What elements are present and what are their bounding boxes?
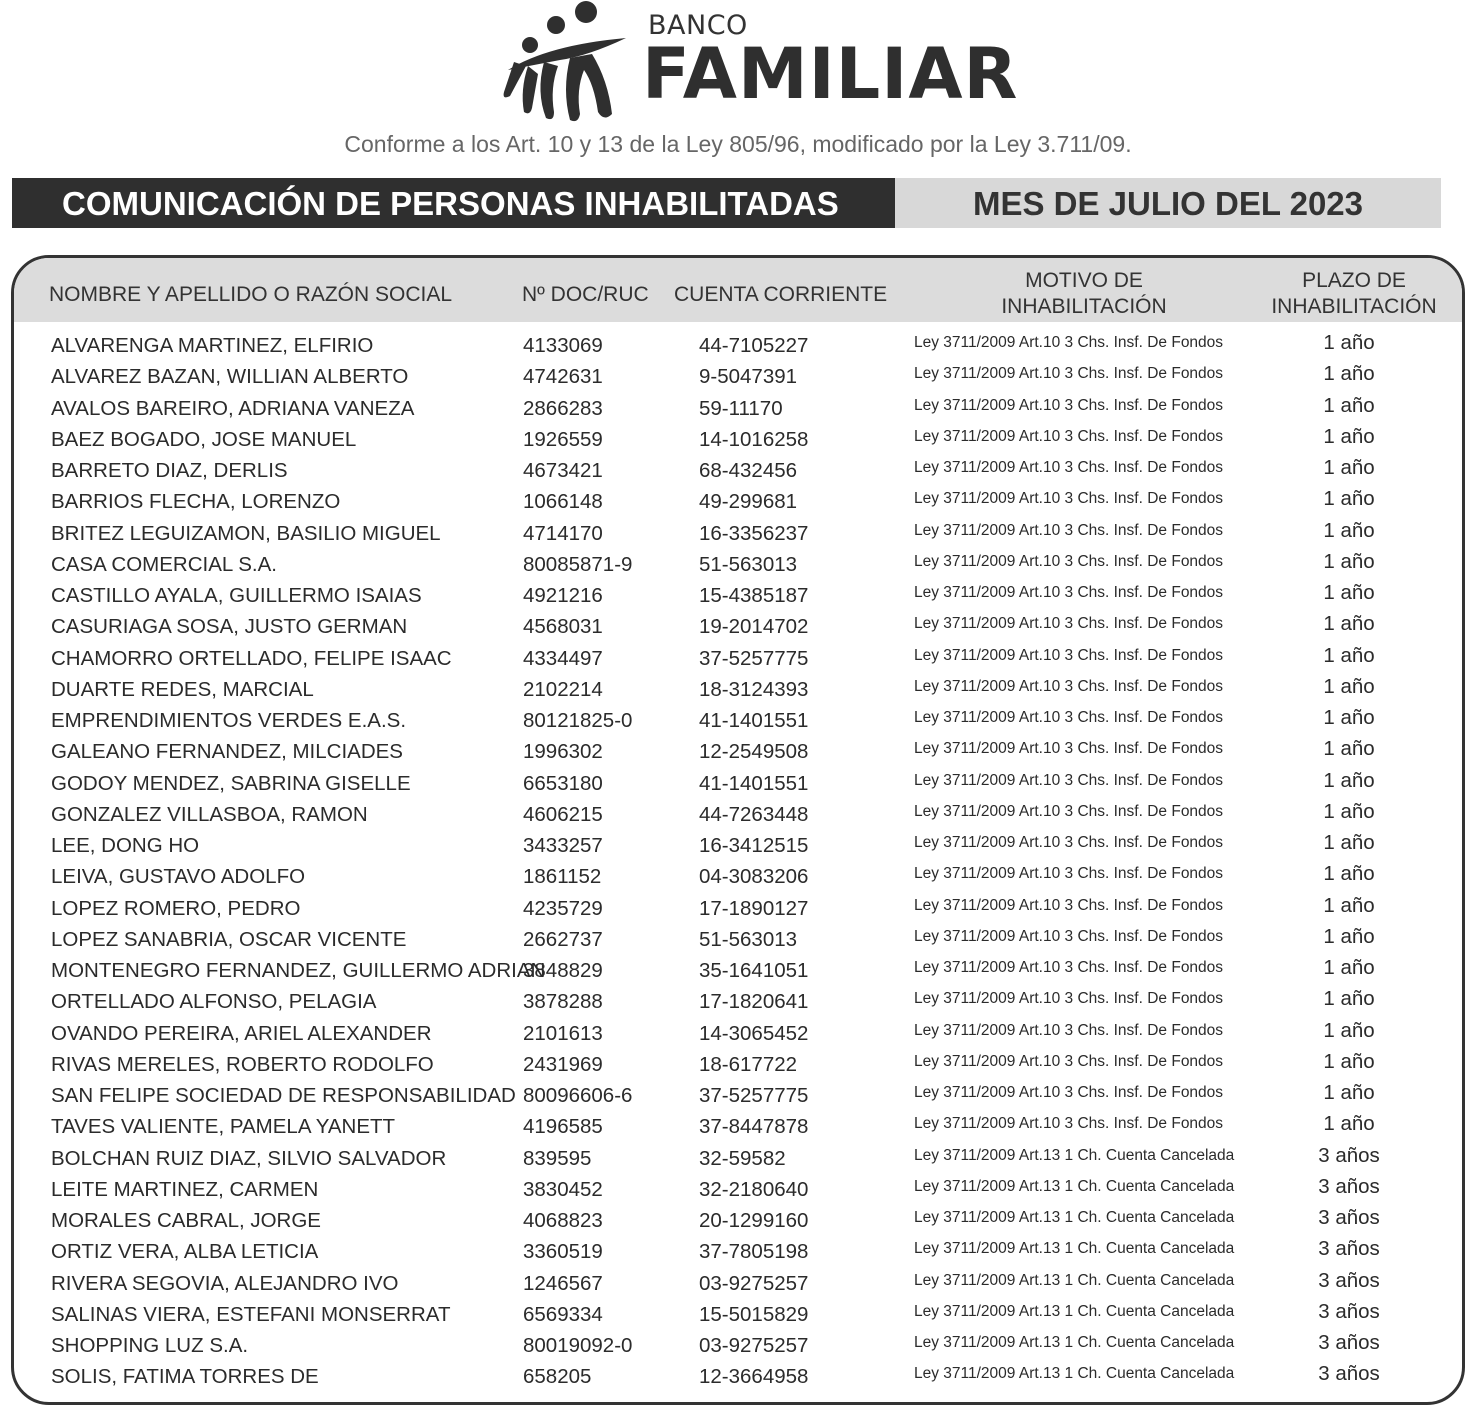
col-header-doc: Nº DOC/RUC bbox=[522, 283, 649, 306]
table-row bbox=[14, 1111, 1462, 1142]
family-figures-icon bbox=[498, 0, 638, 125]
cell-name: MONTENEGRO FERNANDEZ, GUILLERMO ADRIAN bbox=[51, 959, 546, 982]
table-row bbox=[14, 924, 1462, 955]
cell-name: AVALOS BAREIRO, ADRIANA VANEZA bbox=[51, 396, 415, 420]
cell-account: 59-11170 bbox=[699, 396, 783, 420]
cell-motive: Ley 3711/2009 Art.13 1 Ch. Cuenta Cancelada bbox=[914, 1146, 1235, 1164]
cell-motive: Ley 3711/2009 Art.13 1 Ch. Cuenta Cancelada bbox=[914, 1365, 1235, 1383]
table-row bbox=[14, 893, 1462, 924]
table-row bbox=[14, 549, 1462, 580]
cell-account: 32-2180640 bbox=[699, 1177, 809, 1201]
cell-term: 3 años bbox=[1318, 1362, 1380, 1386]
cell-motive: Ley 3711/2009 Art.10 3 Chs. Insf. De Fondos bbox=[914, 365, 1224, 383]
cell-motive: Ley 3711/2009 Art.10 3 Chs. Insf. De Fondos bbox=[914, 709, 1224, 726]
cell-name: CHAMORRO ORTELLADO, FELIPE ISAAC bbox=[51, 646, 452, 670]
cell-doc: 4742631 bbox=[523, 365, 603, 389]
cell-term: 3 años bbox=[1318, 1206, 1380, 1229]
cell-account: 14-1016258 bbox=[699, 427, 809, 451]
cell-name: CASA COMERCIAL S.A. bbox=[51, 552, 277, 576]
cell-motive: Ley 3711/2009 Art.10 3 Chs. Insf. De Fondos bbox=[914, 615, 1224, 633]
table-row bbox=[14, 768, 1462, 799]
table-row bbox=[14, 955, 1462, 986]
cell-term: 3 años bbox=[1318, 1237, 1380, 1261]
cell-account: 41-1401551 bbox=[699, 771, 809, 795]
table-row bbox=[14, 830, 1462, 861]
cell-term: 1 año bbox=[1323, 956, 1375, 979]
cell-motive: Ley 3711/2009 Art.10 3 Chs. Insf. De Fondos bbox=[914, 1084, 1224, 1101]
cell-account: 35-1641051 bbox=[699, 959, 809, 982]
cell-account: 37-8447878 bbox=[699, 1115, 809, 1139]
cell-doc: 3360519 bbox=[523, 1240, 603, 1264]
cell-doc: 3433257 bbox=[523, 834, 603, 857]
cell-doc: 2662737 bbox=[523, 927, 603, 951]
cell-doc: 658205 bbox=[523, 1365, 592, 1389]
cell-term: 1 año bbox=[1323, 737, 1375, 761]
cell-term: 1 año bbox=[1323, 987, 1375, 1011]
cell-term: 1 año bbox=[1323, 643, 1375, 667]
table-row bbox=[14, 986, 1462, 1017]
cell-term: 1 año bbox=[1323, 1018, 1375, 1042]
cell-name: DUARTE REDES, MARCIAL bbox=[51, 677, 314, 701]
table-header bbox=[14, 258, 1462, 322]
cell-doc: 839595 bbox=[523, 1146, 592, 1170]
cell-term: 1 año bbox=[1323, 799, 1375, 823]
cell-name: GONZALEZ VILLASBOA, RAMON bbox=[51, 802, 368, 826]
cell-doc: 2866283 bbox=[523, 396, 603, 420]
cell-motive: Ley 3711/2009 Art.10 3 Chs. Insf. De Fondos bbox=[914, 334, 1224, 351]
col-header-term-line1: PLAZO DE bbox=[1302, 269, 1406, 292]
cell-account: 19-2014702 bbox=[699, 615, 809, 639]
brand-prefix: BANCO bbox=[648, 10, 748, 41]
cell-account: 9-5047391 bbox=[699, 365, 798, 389]
cell-name: SOLIS, FATIMA TORRES DE bbox=[51, 1365, 319, 1389]
cell-name: ORTIZ VERA, ALBA LETICIA bbox=[51, 1240, 319, 1264]
cell-doc: 1246567 bbox=[523, 1271, 603, 1295]
cell-account: 44-7263448 bbox=[699, 802, 809, 826]
cell-term: 1 año bbox=[1323, 924, 1375, 948]
table-row bbox=[14, 861, 1462, 892]
cell-doc: 4606215 bbox=[523, 802, 603, 826]
cell-motive: Ley 3711/2009 Art.13 1 Ch. Cuenta Cancelada bbox=[914, 1334, 1235, 1351]
cell-doc: 4921216 bbox=[523, 584, 603, 607]
table-row bbox=[14, 1018, 1462, 1049]
cell-term: 1 año bbox=[1323, 1112, 1375, 1136]
cell-term: 1 año bbox=[1323, 674, 1375, 698]
cell-name: LEITE MARTINEZ, CARMEN bbox=[51, 1177, 319, 1201]
cell-name: MORALES CABRAL, JORGE bbox=[51, 1209, 321, 1232]
cell-term: 1 año bbox=[1323, 549, 1375, 573]
cell-motive: Ley 3711/2009 Art.10 3 Chs. Insf. De Fondos bbox=[914, 521, 1224, 539]
cell-doc: 1861152 bbox=[523, 865, 602, 889]
cell-doc: 4133069 bbox=[523, 334, 603, 357]
cell-doc: 4568031 bbox=[523, 615, 603, 639]
cell-motive: Ley 3711/2009 Art.10 3 Chs. Insf. De Fondos bbox=[914, 740, 1224, 758]
table-row bbox=[14, 1174, 1462, 1205]
table-row bbox=[14, 330, 1462, 361]
cell-name: LOPEZ ROMERO, PEDRO bbox=[51, 896, 301, 920]
cell-name: TAVES VALIENTE, PAMELA YANETT bbox=[51, 1115, 396, 1139]
cell-doc: 80121825-0 bbox=[523, 709, 633, 732]
cell-motive: Ley 3711/2009 Art.10 3 Chs. Insf. De Fondos bbox=[914, 552, 1224, 570]
cell-name: SHOPPING LUZ S.A. bbox=[51, 1334, 249, 1357]
table-row bbox=[14, 736, 1462, 767]
cell-name: LEIVA, GUSTAVO ADOLFO bbox=[51, 865, 306, 889]
cell-doc: 2101613 bbox=[523, 1021, 603, 1045]
cell-name: ALVAREZ BAZAN, WILLIAN ALBERTO bbox=[51, 365, 409, 389]
table-row bbox=[14, 1080, 1462, 1111]
bank-logo bbox=[498, 0, 1019, 125]
cell-name: CASURIAGA SOSA, JUSTO GERMAN bbox=[51, 615, 408, 639]
cell-name: RIVAS MERELES, ROBERTO RODOLFO bbox=[51, 1052, 434, 1076]
col-header-motive-line1: MOTIVO DE bbox=[1025, 269, 1143, 292]
col-header-term bbox=[1254, 268, 1454, 320]
cell-name: SALINAS VIERA, ESTEFANI MONSERRAT bbox=[51, 1302, 451, 1326]
table-row bbox=[14, 361, 1462, 392]
cell-account: 49-299681 bbox=[699, 490, 798, 514]
cell-name: BARRETO DIAZ, DERLIS bbox=[51, 459, 288, 482]
cell-account: 51-563013 bbox=[699, 927, 798, 951]
cell-doc: 4196585 bbox=[523, 1115, 603, 1139]
table-row bbox=[14, 705, 1462, 736]
cell-doc: 80096606-6 bbox=[523, 1084, 633, 1107]
cell-account: 37-5257775 bbox=[699, 1084, 809, 1107]
cell-account: 12-3664958 bbox=[699, 1365, 809, 1389]
cell-account: 37-5257775 bbox=[699, 646, 809, 670]
cell-motive: Ley 3711/2009 Art.10 3 Chs. Insf. De Fondos bbox=[914, 802, 1224, 820]
cell-name: LOPEZ SANABRIA, OSCAR VICENTE bbox=[51, 927, 407, 951]
cell-doc: 6653180 bbox=[523, 771, 603, 795]
cell-term: 3 años bbox=[1318, 1143, 1380, 1167]
cell-doc: 3848829 bbox=[523, 959, 603, 982]
cell-motive: Ley 3711/2009 Art.10 3 Chs. Insf. De Fondos bbox=[914, 1052, 1224, 1070]
page-title: COMUNICACIÓN DE PERSONAS INHABILITADAS bbox=[12, 178, 895, 228]
cell-name: BRITEZ LEGUIZAMON, BASILIO MIGUEL bbox=[51, 521, 441, 545]
cell-name: OVANDO PEREIRA, ARIEL ALEXANDER bbox=[51, 1021, 432, 1045]
cell-motive: Ley 3711/2009 Art.10 3 Chs. Insf. De Fondos bbox=[914, 490, 1224, 508]
table-row bbox=[14, 1205, 1462, 1236]
cell-doc: 1926559 bbox=[523, 427, 603, 451]
cell-account: 18-3124393 bbox=[699, 677, 809, 701]
table-row bbox=[14, 580, 1462, 611]
cell-account: 20-1299160 bbox=[699, 1209, 809, 1232]
cell-term: 3 años bbox=[1318, 1174, 1380, 1198]
cell-doc: 80085871-9 bbox=[523, 552, 633, 576]
cell-account: 04-3083206 bbox=[699, 865, 809, 889]
cell-name: GALEANO FERNANDEZ, MILCIADES bbox=[51, 740, 403, 764]
cell-term: 1 año bbox=[1323, 518, 1375, 542]
cell-doc: 4235729 bbox=[523, 896, 603, 920]
table-row bbox=[14, 518, 1462, 549]
cell-motive: Ley 3711/2009 Art.13 1 Ch. Cuenta Cancelada bbox=[914, 1271, 1235, 1289]
cell-name: GODOY MENDEZ, SABRINA GISELLE bbox=[51, 771, 411, 795]
table-row bbox=[14, 611, 1462, 642]
cell-term: 1 año bbox=[1323, 393, 1375, 417]
table-row bbox=[14, 455, 1462, 486]
cell-name: RIVERA SEGOVIA, ALEJANDRO IVO bbox=[51, 1271, 399, 1295]
col-header-motive bbox=[974, 268, 1194, 320]
cell-name: ALVARENGA MARTINEZ, ELFIRIO bbox=[51, 334, 374, 357]
cell-term: 1 año bbox=[1323, 487, 1375, 511]
table-row bbox=[14, 674, 1462, 705]
cell-motive: Ley 3711/2009 Art.10 3 Chs. Insf. De Fondos bbox=[914, 959, 1224, 976]
cell-term: 1 año bbox=[1323, 362, 1375, 386]
cell-account: 14-3065452 bbox=[699, 1021, 809, 1045]
table-row bbox=[14, 1236, 1462, 1267]
cell-doc: 6569334 bbox=[523, 1302, 603, 1326]
cell-name: BAEZ BOGADO, JOSE MANUEL bbox=[51, 427, 357, 451]
cell-doc: 80019092-0 bbox=[523, 1334, 633, 1357]
brand-name: FAMILIAR bbox=[642, 33, 1019, 115]
cell-term: 1 año bbox=[1323, 862, 1375, 886]
cell-motive: Ley 3711/2009 Art.10 3 Chs. Insf. De Fondos bbox=[914, 990, 1224, 1008]
cell-doc: 3830452 bbox=[523, 1177, 603, 1201]
cell-account: 03-9275257 bbox=[699, 1271, 809, 1295]
table-row bbox=[14, 1049, 1462, 1080]
cell-name: ORTELLADO ALFONSO, PELAGIA bbox=[51, 990, 377, 1014]
col-header-name: NOMBRE Y APELLIDO O RAZÓN SOCIAL bbox=[49, 283, 453, 306]
cell-name: LEE, DONG HO bbox=[51, 834, 200, 857]
cell-name: CASTILLO AYALA, GUILLERMO ISAIAS bbox=[51, 584, 422, 607]
col-header-motive-line2: INHABILITACIÓN bbox=[1001, 295, 1167, 318]
cell-doc: 4714170 bbox=[523, 521, 603, 545]
table-row bbox=[14, 393, 1462, 424]
cell-term: 1 año bbox=[1323, 706, 1375, 729]
cell-term: 1 año bbox=[1323, 612, 1375, 636]
cell-motive: Ley 3711/2009 Art.10 3 Chs. Insf. De Fondos bbox=[914, 584, 1224, 601]
cell-motive: Ley 3711/2009 Art.13 1 Ch. Cuenta Cancelada bbox=[914, 1302, 1235, 1320]
cell-term: 1 año bbox=[1323, 581, 1375, 604]
table-row bbox=[14, 1330, 1462, 1361]
cell-name: BARRIOS FLECHA, LORENZO bbox=[51, 490, 341, 514]
cell-motive: Ley 3711/2009 Art.10 3 Chs. Insf. De Fondos bbox=[914, 865, 1224, 883]
cell-motive: Ley 3711/2009 Art.13 1 Ch. Cuenta Cancelada bbox=[914, 1240, 1235, 1258]
cell-motive: Ley 3711/2009 Art.10 3 Chs. Insf. De Fondos bbox=[914, 1115, 1224, 1133]
cell-motive: Ley 3711/2009 Art.10 3 Chs. Insf. De Fondos bbox=[914, 459, 1224, 476]
cell-account: 16-3412515 bbox=[699, 834, 809, 857]
table-row bbox=[14, 799, 1462, 830]
cell-motive: Ley 3711/2009 Art.10 3 Chs. Insf. De Fondos bbox=[914, 396, 1224, 414]
cell-term: 1 año bbox=[1323, 424, 1375, 448]
cell-account: 32-59582 bbox=[699, 1146, 786, 1170]
cell-account: 37-7805198 bbox=[699, 1240, 809, 1264]
cell-motive: Ley 3711/2009 Art.10 3 Chs. Insf. De Fondos bbox=[914, 1021, 1224, 1039]
cell-doc: 2102214 bbox=[523, 677, 603, 701]
cell-term: 3 años bbox=[1318, 1299, 1380, 1323]
cell-account: 18-617722 bbox=[699, 1052, 798, 1076]
cell-name: BOLCHAN RUIZ DIAZ, SILVIO SALVADOR bbox=[51, 1146, 447, 1170]
cell-name: EMPRENDIMIENTOS VERDES E.A.S. bbox=[51, 709, 407, 732]
cell-motive: Ley 3711/2009 Art.10 3 Chs. Insf. De Fondos bbox=[914, 927, 1224, 945]
cell-account: 15-5015829 bbox=[699, 1302, 809, 1326]
cell-account: 03-9275257 bbox=[699, 1334, 809, 1357]
cell-term: 3 años bbox=[1318, 1331, 1380, 1354]
cell-doc: 3878288 bbox=[523, 990, 603, 1014]
table-row bbox=[14, 424, 1462, 455]
cell-motive: Ley 3711/2009 Art.10 3 Chs. Insf. De Fondos bbox=[914, 834, 1224, 851]
col-header-account: CUENTA CORRIENTE bbox=[674, 283, 888, 306]
cell-motive: Ley 3711/2009 Art.10 3 Chs. Insf. De Fondos bbox=[914, 677, 1224, 695]
table-row bbox=[14, 1299, 1462, 1330]
cell-account: 16-3356237 bbox=[699, 521, 809, 545]
table-body bbox=[14, 330, 1462, 1393]
cell-account: 17-1890127 bbox=[699, 896, 809, 920]
cell-doc: 1066148 bbox=[523, 490, 603, 514]
col-header-term-line2: INHABILITACIÓN bbox=[1271, 295, 1437, 318]
table-row bbox=[14, 1143, 1462, 1174]
cell-motive: Ley 3711/2009 Art.13 1 Ch. Cuenta Cancelada bbox=[914, 1209, 1235, 1226]
disabled-persons-table bbox=[11, 255, 1465, 1405]
cell-doc: 1996302 bbox=[523, 740, 603, 764]
cell-motive: Ley 3711/2009 Art.10 3 Chs. Insf. De Fondos bbox=[914, 771, 1224, 789]
cell-term: 1 año bbox=[1323, 1049, 1375, 1073]
cell-doc: 4673421 bbox=[523, 459, 603, 482]
table-row bbox=[14, 486, 1462, 517]
cell-account: 44-7105227 bbox=[699, 334, 809, 357]
cell-account: 51-563013 bbox=[699, 552, 798, 576]
cell-term: 1 año bbox=[1323, 1081, 1375, 1104]
cell-name: SAN FELIPE SOCIEDAD DE RESPONSABILIDAD bbox=[51, 1084, 516, 1107]
cell-account: 12-2549508 bbox=[699, 740, 809, 764]
cell-term: 1 año bbox=[1323, 768, 1375, 792]
cell-motive: Ley 3711/2009 Art.10 3 Chs. Insf. De Fondos bbox=[914, 896, 1224, 914]
cell-term: 1 año bbox=[1323, 893, 1375, 917]
cell-account: 17-1820641 bbox=[699, 990, 809, 1014]
cell-account: 68-432456 bbox=[699, 459, 798, 482]
cell-doc: 4334497 bbox=[523, 646, 603, 670]
law-reference: Conforme a los Art. 10 y 13 de la Ley 805/96, modificado por la Ley 3.711/09. bbox=[344, 131, 1132, 157]
cell-term: 1 año bbox=[1323, 831, 1375, 854]
table-row bbox=[14, 643, 1462, 674]
cell-term: 1 año bbox=[1323, 456, 1375, 479]
cell-account: 41-1401551 bbox=[699, 709, 809, 732]
cell-term: 3 años bbox=[1318, 1268, 1380, 1292]
cell-motive: Ley 3711/2009 Art.10 3 Chs. Insf. De Fondos bbox=[914, 646, 1224, 664]
cell-motive: Ley 3711/2009 Art.10 3 Chs. Insf. De Fondos bbox=[914, 427, 1224, 445]
table-row bbox=[14, 1361, 1462, 1392]
period-label: MES DE JULIO DEL 2023 bbox=[895, 178, 1441, 228]
cell-term: 1 año bbox=[1323, 331, 1375, 354]
cell-doc: 2431969 bbox=[523, 1052, 603, 1076]
cell-account: 15-4385187 bbox=[699, 584, 809, 607]
cell-doc: 4068823 bbox=[523, 1209, 603, 1232]
cell-motive: Ley 3711/2009 Art.13 1 Ch. Cuenta Cancelada bbox=[914, 1177, 1235, 1195]
table-row bbox=[14, 1268, 1462, 1299]
